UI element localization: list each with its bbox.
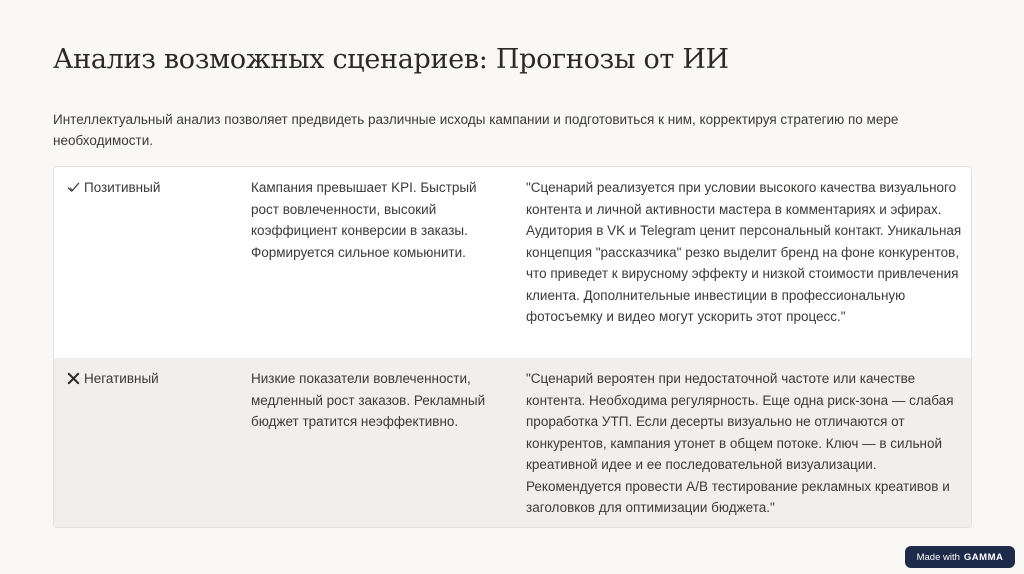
- intro-paragraph: Интеллектуальный анализ позволяет предвидеть различные исходы кампании и подготовиться к ним, корректируя стратегию по мере необходимости.: [53, 112, 899, 148]
- scenario-label-cell: [66, 368, 246, 390]
- table-row-negative: [54, 358, 971, 527]
- scenario-summary: Кампания превышает KPI. Быстрый рост вовлеченности, высокий коэффициент конверсии в заказы. Формируется сильное комьюнити.: [251, 180, 477, 260]
- gamma-logo: GAMMA: [963, 551, 1004, 563]
- scenario-table: [53, 166, 972, 528]
- page-title: Анализ возможных сценариев: Прогнозы от ИИ: [53, 44, 729, 75]
- scenario-label-cell: [66, 177, 246, 199]
- cross-icon: [66, 372, 80, 386]
- scenario-label: Негативный: [84, 371, 159, 386]
- checkmark-icon: [66, 181, 80, 195]
- made-with-gamma-badge[interactable]: [905, 546, 1015, 568]
- badge-prefix: Made with: [916, 551, 960, 563]
- table-row-positive: [54, 167, 971, 358]
- scenario-label: Позитивный: [84, 180, 161, 195]
- scenario-summary: Низкие показатели вовлеченности, медленный рост заказов. Рекламный бюджет тратится неэффективно.: [251, 371, 486, 429]
- scenario-details: "Сценарий реализуется при условии высокого качества визуального контента и личной активности мастера в комментариях и эфирах. Аудитория в VK и Telegram ценит персональный контакт. Уникальная концепция "рассказчика" резко выделит бренд на фоне конкурентов, что приведет к вирусному эффекту и низкой стоимости привлечения клиента. Дополнительные инвестиции в профессиональную фотосъемку и видео могут ускорить этот процесс.": [526, 180, 962, 324]
- scenario-details: "Сценарий вероятен при недостаточной частоте или качестве контента. Необходима регулярность. Еще одна риск-зона — слабая проработка УТП. Если десерты визуально не отличаются от конкурентов, кампания утонет в общем потоке. Ключ — в сильной креативной идее и ее последовательной визуализации. Рекомендуется провести A/B тестирование рекламных креативов и заголовков для оптимизации бюджета.": [526, 371, 954, 515]
